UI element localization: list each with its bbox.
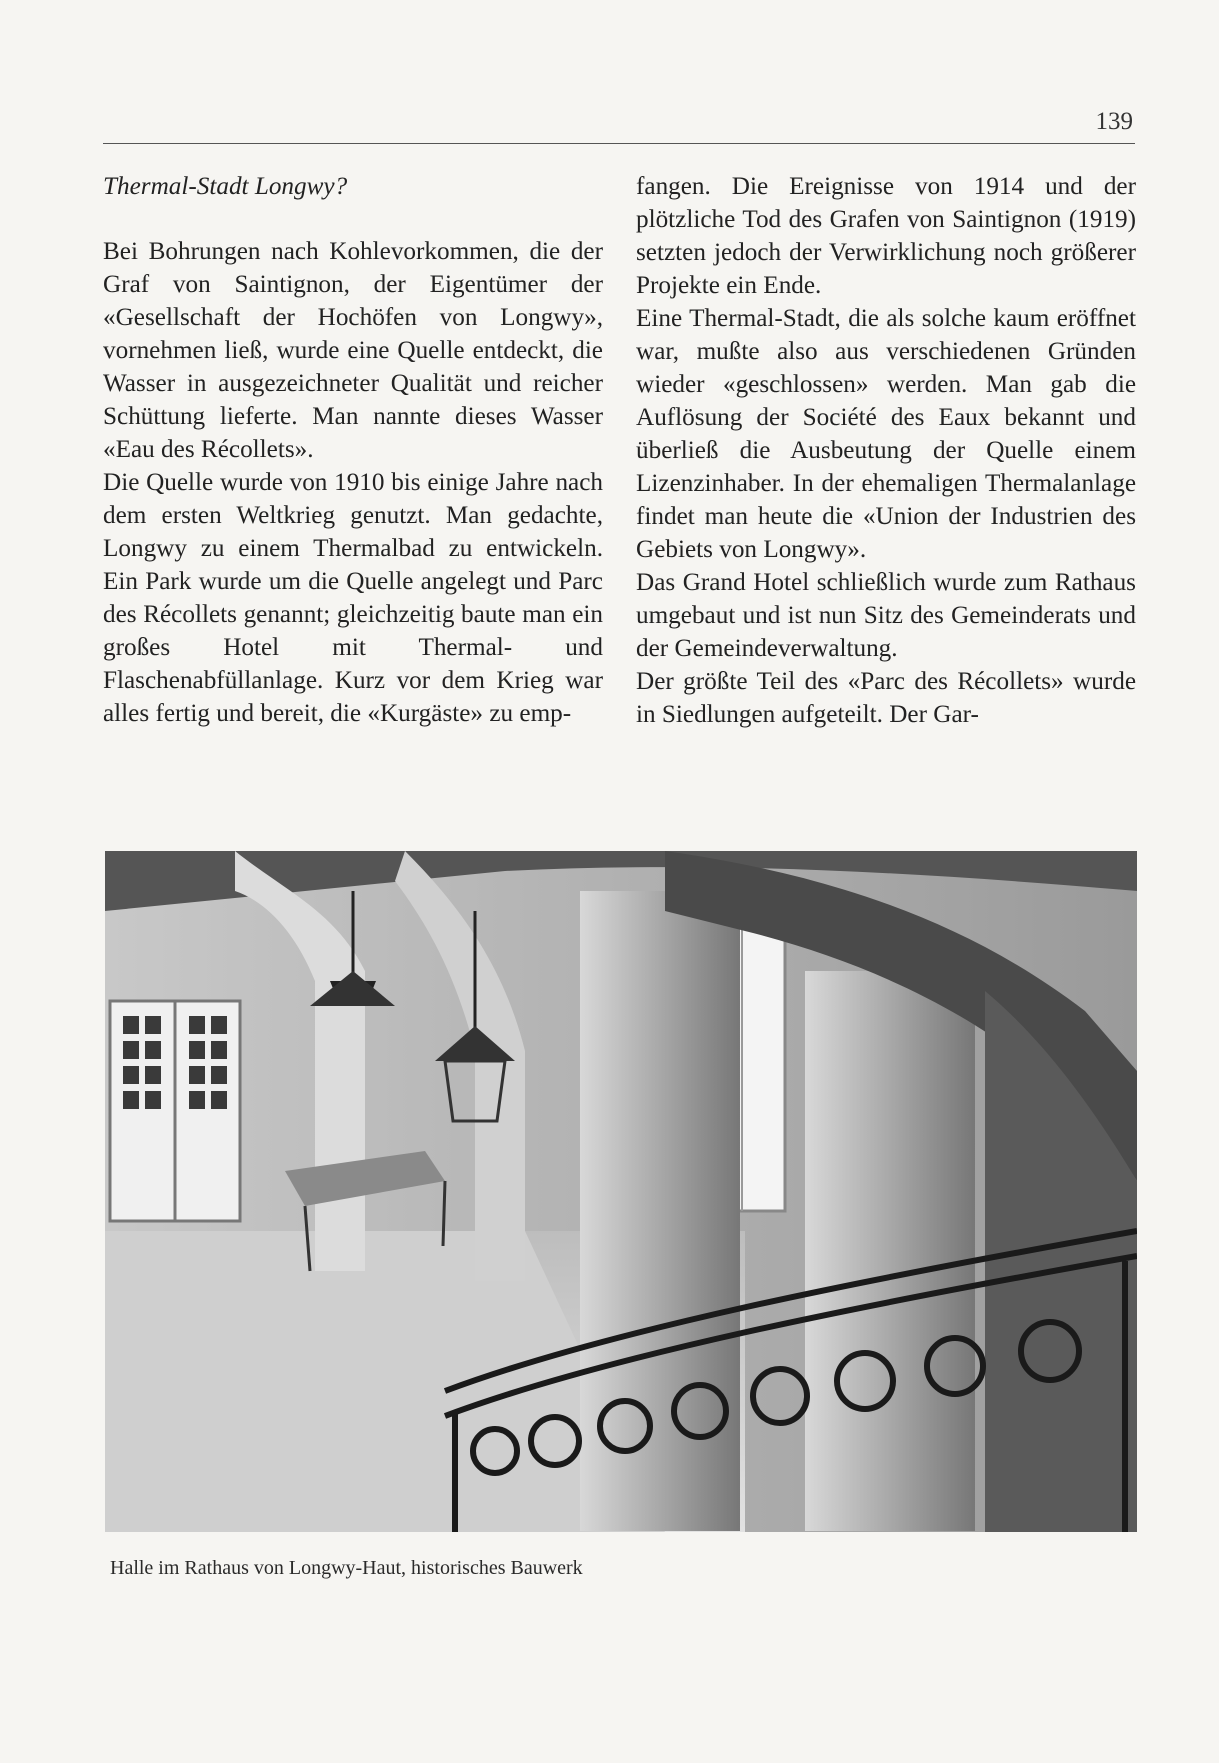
left-column	[103, 170, 603, 730]
page-number: 139	[1095, 108, 1133, 135]
figure-caption: Halle im Rathaus von Longwy-Haut, historisches Bauwerk	[110, 1557, 583, 1579]
section-title: Thermal-Stadt Longwy?	[103, 173, 348, 200]
hall-photo	[105, 851, 1137, 1532]
paragraph: Die Quelle wurde von 1910 bis einige Jahre nach dem ersten Weltkrieg genutzt. Man gedachte, Longwy zu einem Thermalbad zu entwickeln. Ein Park wurde um die Quelle angelegt und Parc des Récollets genannt; gleichzeitig baute man ein großes Hotel mit Thermal- und Flaschenabfüllanlage. Kurz vor dem Krieg war alles fertig und bereit, die «Kurgäste» zu emp-	[103, 469, 603, 727]
header-rule	[103, 143, 1135, 144]
right-column	[636, 170, 1136, 731]
paragraph: Das Grand Hotel schließlich wurde zum Rathaus umgebaut und ist nun Sitz des Gemeinderats und der Gemeindeverwaltung.	[636, 569, 1136, 662]
paragraph: Der größte Teil des «Parc des Récollets» wurde in Siedlungen aufgeteilt. Der Gar-	[636, 668, 1136, 728]
paragraph: Bei Bohrungen nach Kohlevorkommen, die der Graf von Saintignon, der Eigentümer der «Gesellschaft der Hochöfen von Longwy», vornehmen ließ, wurde eine Quelle entdeckt, die Wasser in ausgezeichneter Qualität und reicher Schüttung lieferte. Man nannte dieses Wasser «Eau des Récollets».	[103, 238, 603, 463]
paragraph: fangen. Die Ereignisse von 1914 und der plötzliche Tod des Grafen von Saintignon (1919) setzten jedoch der Verwirklichung noch größerer Projekte ein Ende.	[636, 173, 1136, 299]
french-door	[110, 1001, 240, 1221]
paragraph: Eine Thermal-Stadt, die als solche kaum eröffnet war, mußte also aus verschiedenen Gründen wieder «geschlossen» werden. Man gab die Auflösung der Société des Eaux bekannt und überließ die Ausbeutung der Quelle einem Lizenzinhaber. In der ehemaligen Thermalanlage findet man heute die «Union der Industrien des Gebiets von Longwy».	[636, 305, 1136, 563]
